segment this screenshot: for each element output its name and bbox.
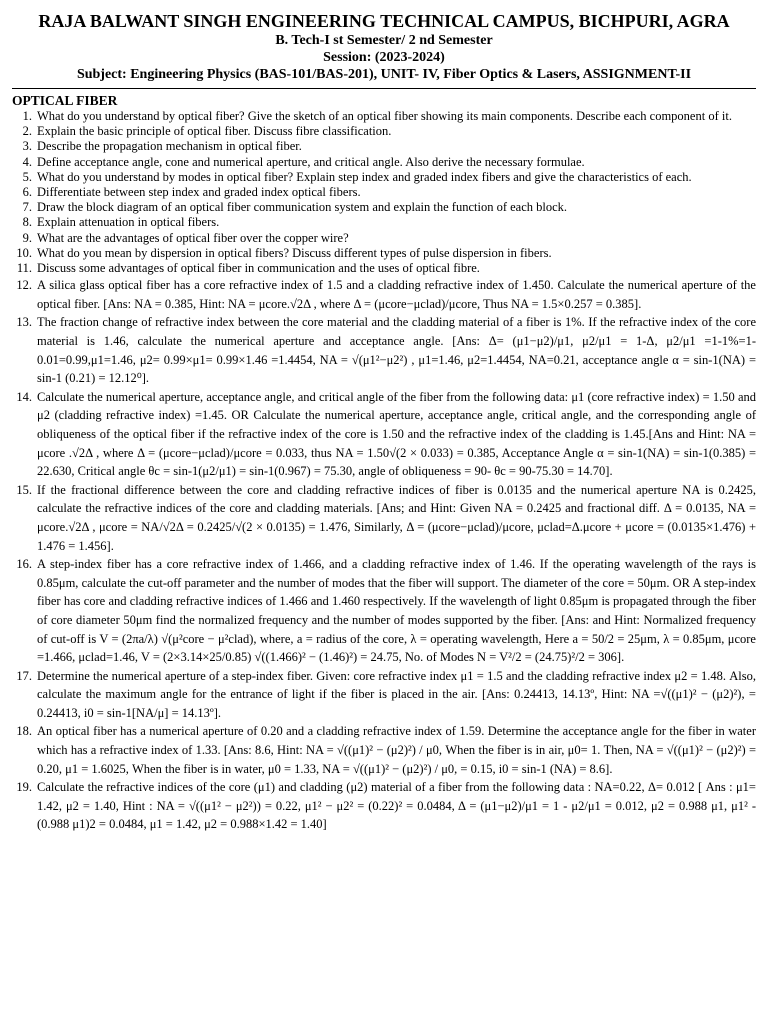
question-number: 17. [16,668,32,683]
question-number: 13. [16,315,32,330]
question-text: Describe the propagation mechanism in optical fiber. [37,139,302,154]
question-item [12,139,756,154]
question-item [12,481,756,555]
program-line: B. Tech-I st Semester/ 2 nd Semester [275,33,493,48]
question-number: 15. [16,482,32,497]
question-text: Calculate the refractive indices of the core (μ1) and cladding (μ2) material of a fiber from the following data : NA=0.22, Δ= 0.012 [ Ans : μ1= 1.42, μ2 = 1.40, Hint : NA = √((μ1² − μ2²)) = 0.22, μ1² − μ2² = (0.22)² = 0.0484, Δ = (μ1−μ2)/μ1 = 1 - μ2/μ1 = 0.012, μ2 = 0.988 μ1, μ1² - (0.988 μ1)2 = 0.0484, μ1 = 1.42, μ2 = 0.988×1.42 = 1.40] [37,780,756,832]
question-number: 3. [22,139,32,154]
question-item [12,388,756,481]
question-text: If the fractional difference between the core and cladding refractive indices of fiber is 0.0135 and the numerical aperture NA is 0.2425, calculate the refractive indices of the core and cladding materials. [Ans; and Hint: Given NA = 0.2425 and fractional diff. Δ = 0.0135, NA = μcore.√2Δ , μcore = NA/√2Δ = 0.2425/√(2 × 0.0135) = 1.476, Similarly, Δ = (μcore−μclad)/μcore, μclad=Δ.μcore + μcore = (0.0135×1.476) + 1.476 = 1.456]. [37,482,756,553]
institution-name: RAJA BALWANT SINGH ENGINEERING TECHNICAL CAMPUS, BICHPURI, AGRA [38,11,730,31]
question-text: Differentiate between step index and graded index optical fibers. [37,185,361,200]
question-item [12,313,756,387]
question-text: A silica glass optical fiber has a core refractive index of 1.5 and a cladding refractive index of 1.450. Calculate the numerical aperture of the optical fiber. [Ans: NA = 0.385, Hint: NA = μcore.√2Δ , where Δ = (μcore−μclad)/μcore, Thus NA = 1.5×0.257 = 0.385]. [37,278,756,311]
question-number: 14. [16,389,32,404]
question-item [12,109,756,124]
question-number: 12. [16,278,32,293]
section-title: OPTICAL FIBER [12,93,118,108]
question-item [12,231,756,246]
question-number: 8. [22,215,32,230]
question-item [12,246,756,261]
question-text: What do you mean by dispersion in optical fibers? Discuss different types of pulse dispersion in fibers. [37,245,552,260]
question-item [12,170,756,185]
question-number: 5. [22,169,32,184]
question-text: What are the advantages of optical fiber over the copper wire? [37,230,349,245]
question-text: The fraction change of refractive index between the core material and the cladding material of a fiber is 1%. If the refractive index of the core material is 1.46, calculate the numerical aperture and acceptance angle. [Ans: Δ= (μ1−μ2)/μ1, μ2/μ1 = 1-Δ, μ2/μ1 =1-1%=1-0.01=0.99,μ1=1.46, μ2= 0.99×μ1= 0.99×1.46 =1.4454, NA = √(μ1²−μ2²) , μ1=1.46, μ2=1.4454, NA=0.21, acceptance angle α = sin-1(NA) = sin-1 (0.21) = 12.12⁰]. [37,315,756,386]
question-item [12,185,756,200]
question-text: Calculate the numerical aperture, acceptance angle, and critical angle of the fiber from the following data: μ1 (core refractive index) = 1.50 and μ2 (cladding refractive index) =1.45. OR Calculate the numerical aperture, acceptance angle, critical angle, and the corresponding angle of obliqueness of the optical fiber if the refractive index of the core is 1.50 and the refractive index of the cladding is 1.45.[Ans and Hint: NA = μcore .√2Δ , where Δ = (μcore−μclad)/μcore = 0.033, thus NA = 1.50√(2 × 0.033) = 0.385, Acceptance Angle α = sin-1(NA) = sin-1(0.385) = 22.630, Critical angle θc = sin-1(μ2/μ1) = sin-1(0.967) = 75.30, angle of obliqueness = 90- θc = 90-75.30 = 14.70]. [37,389,756,479]
question-item [12,667,756,723]
question-item [12,276,756,313]
question-item [12,778,756,834]
session-line: Session: (2023-2024) [323,50,445,65]
question-text: Explain attenuation in optical fibers. [37,215,220,230]
question-text: Explain the basic principle of optical fiber. Discuss fibre classification. [37,124,392,139]
question-text: What do you understand by modes in optical fiber? Explain step index and graded index fibers and give the characteristics of each. [37,169,692,184]
question-item [12,124,756,139]
question-item [12,155,756,170]
question-item [12,722,756,778]
question-text: A step-index fiber has a core refractive index of 1.466, and a cladding refractive index of 1.46. If the operating wavelength of the rays is 0.85μm, calculate the cut-off parameter and the number of modes that the fiber will support. The diameter of the core = 50μm. OR A step-index fiber has core and cladding refractive indices of 1.466 and 1.460 respectively. If the wavelength of light 0.85μm is propagated through the fiber of core diameter 50μm find the normalized frequency and the number of modes supported by the fiber. [Ans: and Hint: Normalized frequency of cut-off is V = (2πa/λ) √(μ²core − μ²clad), where, a = radius of the core, λ = operating wavelength, Here a = 50/2 = 25μm, λ = 0.85μm, μcore =1.466, μclad=1.46, V = (2×3.14×25/0.85) √((1.466)² − (1.46)²) = 24.75, No. of Modes N = V²/2 = (24.75)²/2 = 306]. [37,557,756,665]
subject-line: Subject: Engineering Physics (BAS-101/BAS-201), UNIT- IV, Fiber Optics & Lasers, ASSIGNMENT-II [76,67,692,82]
question-text: Determine the numerical aperture of a step-index fiber. Given: core refractive index μ1 = 1.5 and the cladding refractive index μ2 = 1.48. Also, calculate the maximum angle for the entrance of light if the fiber is placed in the air. [Ans: 0.24413, 14.13º, Hint: NA =√((μ1)² − (μ2)²), = 0.24413, i0 = sin-1[NA/μ] = 14.13º]. [37,668,756,720]
question-number: 4. [22,154,32,169]
question-number: 7. [22,200,32,215]
question-number: 9. [22,230,32,245]
question-text: Draw the block diagram of an optical fiber communication system and explain the function of each block. [37,200,568,215]
question-item [12,555,756,667]
question-number: 10. [16,245,32,260]
question-number: 2. [22,124,32,139]
question-number: 19. [16,780,32,795]
question-text: Discuss some advantages of optical fiber in communication and the uses of optical fibre. [37,261,480,276]
header-divider [12,88,756,89]
question-text: Define acceptance angle, cone and numerical aperture, and critical angle. Also derive the necessary formulae. [37,154,585,169]
question-number: 6. [22,185,32,200]
question-item [12,261,756,276]
question-list [12,109,756,834]
document-header [12,10,756,83]
question-number: 16. [16,557,32,572]
question-number: 18. [16,724,32,739]
question-text: What do you understand by optical fiber? Give the sketch of an optical fiber showing its main components. Describe each component of it. [37,109,732,123]
question-item [12,200,756,215]
question-number: 1. [22,109,32,123]
question-number: 11. [16,261,32,276]
question-item [12,215,756,230]
question-text: An optical fiber has a numerical aperture of 0.20 and a cladding refractive index of 1.59. Determine the acceptance angle for the fiber in water which has a refractive index of 1.33. [Ans: 8.6, Hint: NA = √((μ1)² − (μ2)²) / μ0, When the fiber is in air, μ0= 1. Then, NA = √((μ1)² − (μ2)²) = 0.20, μ1 = 1.6025, When the fiber is in water, μ0 = 1.33, NA = √((μ1)² − (μ2)²) / μ0, = 0.15, i0 = sin-1 (NA) = 8.6]. [37,724,756,776]
